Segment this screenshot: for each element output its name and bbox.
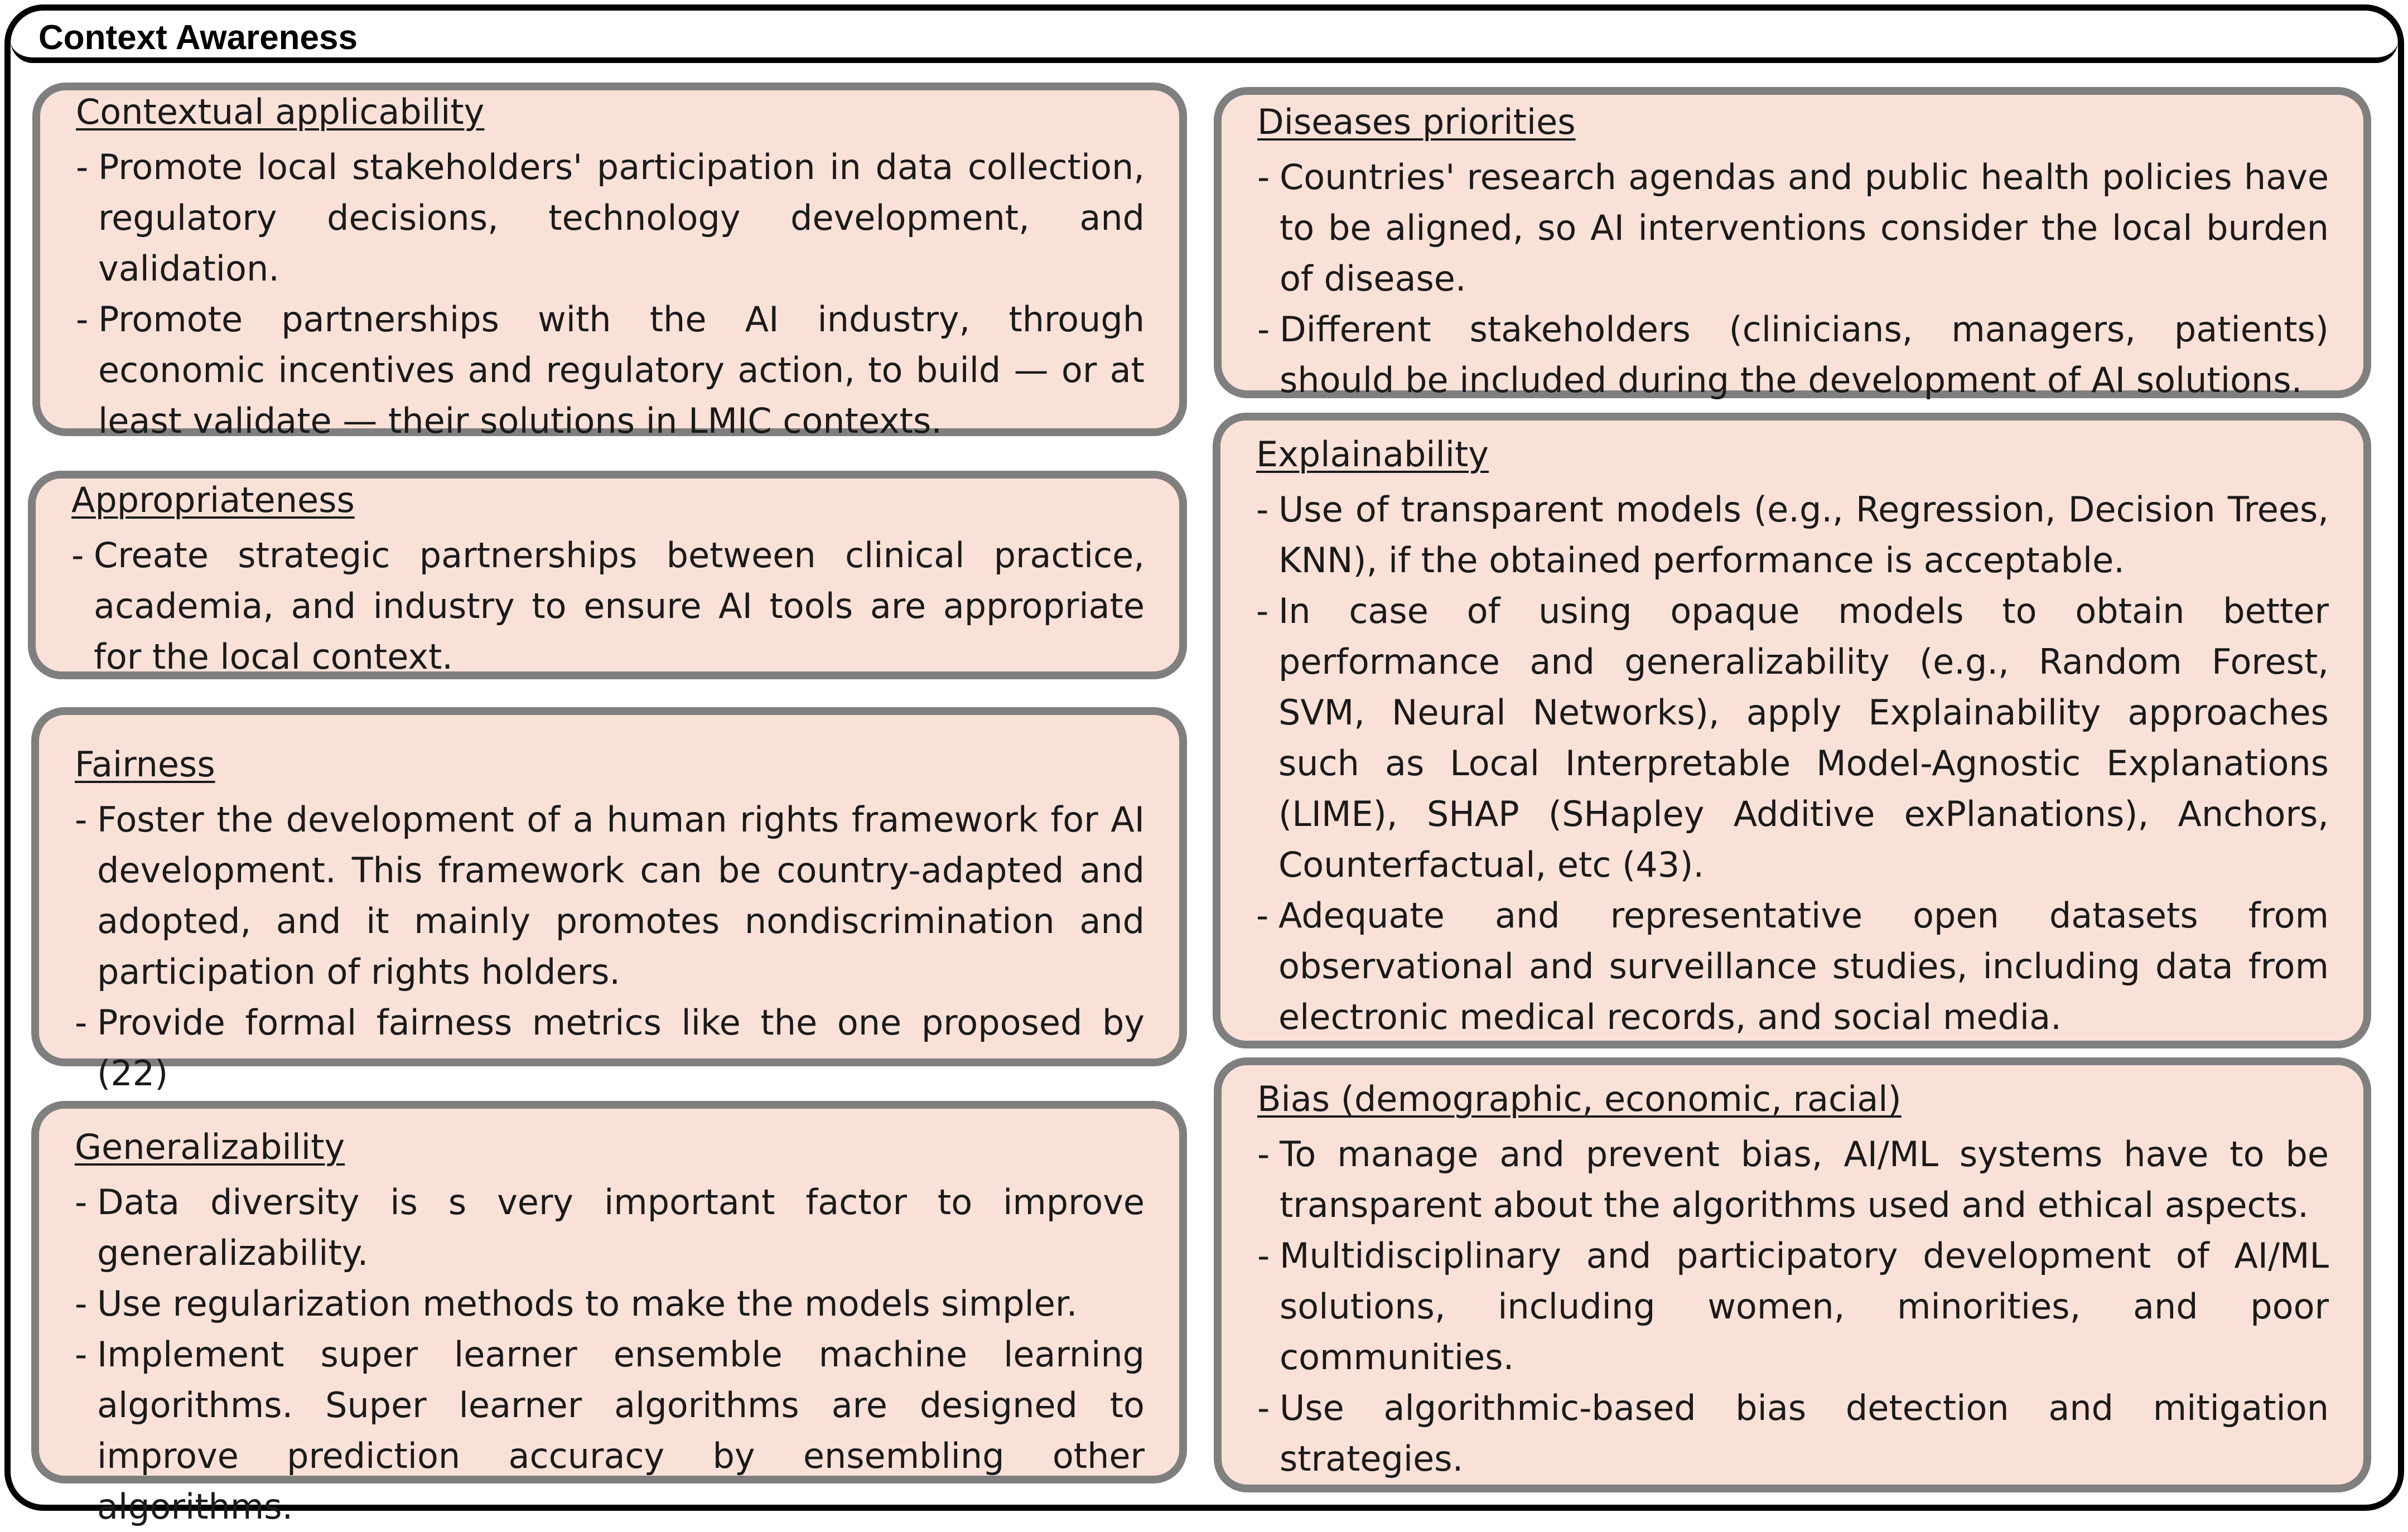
list-item: - Promote partnerships with the AI industry, through economic incentives and regulatory action, to build — or at least validate — their solutions in LMIC contexts. [73,294,1145,446]
list-item: - Data diversity is s very important factor to improve generalizability. [71,1177,1145,1278]
explainability-heading: Explainability [1256,434,1489,475]
diagram-title: Context Awareness [38,18,358,57]
list-item: - Use regularization methods to make the models simpler. [71,1278,1145,1329]
list-item: - Provide formal fairness metrics like the one proposed by (22) [71,997,1145,1099]
fairness-list [71,794,1145,1099]
list-item: - Countries' research agendas and public health policies have to be aligned, so AI interventions consider the local burden of disease. [1254,152,2329,304]
bias-box [1214,1057,2371,1492]
explainability-box [1213,413,2371,1048]
diseases-priorities-box [1214,87,2371,398]
appropriateness-box [28,471,1187,679]
list-item: - Implement super learner ensemble machine learning algorithms. Super learner algorithms are designed to improve prediction accuracy by ensembling other algorithms. [71,1329,1145,1532]
bias-heading: Bias (demographic, economic, racial) [1257,1079,1902,1119]
list-item: - To manage and prevent bias, AI/ML systems have to be transparent about the algorithms used and ethical aspects. [1254,1129,2329,1230]
generalizability-list [71,1177,1145,1532]
diseases-priorities-heading: Diseases priorities [1257,102,1576,142]
title-bar [11,11,2398,63]
bias-list [1254,1129,2329,1484]
list-item: - Foster the development of a human rights framework for AI development. This framework can be country-adapted and adopted, and it mainly promotes nondiscrimination and participation of rights holders. [71,794,1145,997]
fairness-box [31,707,1187,1094]
appropriateness-list [68,530,1145,682]
generalizability-heading: Generalizability [75,1127,345,1167]
list-item: - Create strategic partnerships between clinical practice, academia, and industry to ensure AI tools are appropriate for the local context. [68,530,1145,682]
contextual-applicability-box [32,83,1187,441]
diseases-priorities-list [1254,152,2329,405]
list-item: - Use algorithmic-based bias detection and mitigation strategies. [1254,1383,2329,1484]
list-item: - Multidisciplinary and participatory development of AI/ML solutions, including women, minorities, and poor communities. [1254,1230,2329,1383]
list-item: - Use of transparent models (e.g., Regression, Decision Trees, KNN), if the obtained performance is acceptable. [1253,484,2329,586]
contextual-applicability-list [73,142,1145,446]
explainability-list [1253,484,2329,1042]
list-item: - Different stakeholders (clinicians, managers, patients) should be included during the development of AI solutions. [1254,304,2329,405]
appropriateness-heading: Appropriateness [71,480,355,520]
generalizability-box [31,1101,1187,1527]
list-item: - In case of using opaque models to obtain better performance and generalizability (e.g., Random Forest, SVM, Neural Networks), apply Explainability approaches such as Local Interpretable Model-Agnostic Explanations (LIME), SHAP (SHapley Additive exPlanations), Anchors, Counterfactual, etc (43). [1253,586,2329,890]
contextual-applicability-heading: Contextual applicability [76,91,485,132]
fairness-heading: Fairness [75,744,215,785]
list-item: - Adequate and representative open datasets from observational and surveillance studies, including data from electronic medical records, and social media. [1253,890,2329,1042]
list-item: - Promote local stakeholders' participation in data collection, regulatory decisions, technology development, and validation. [73,142,1145,294]
